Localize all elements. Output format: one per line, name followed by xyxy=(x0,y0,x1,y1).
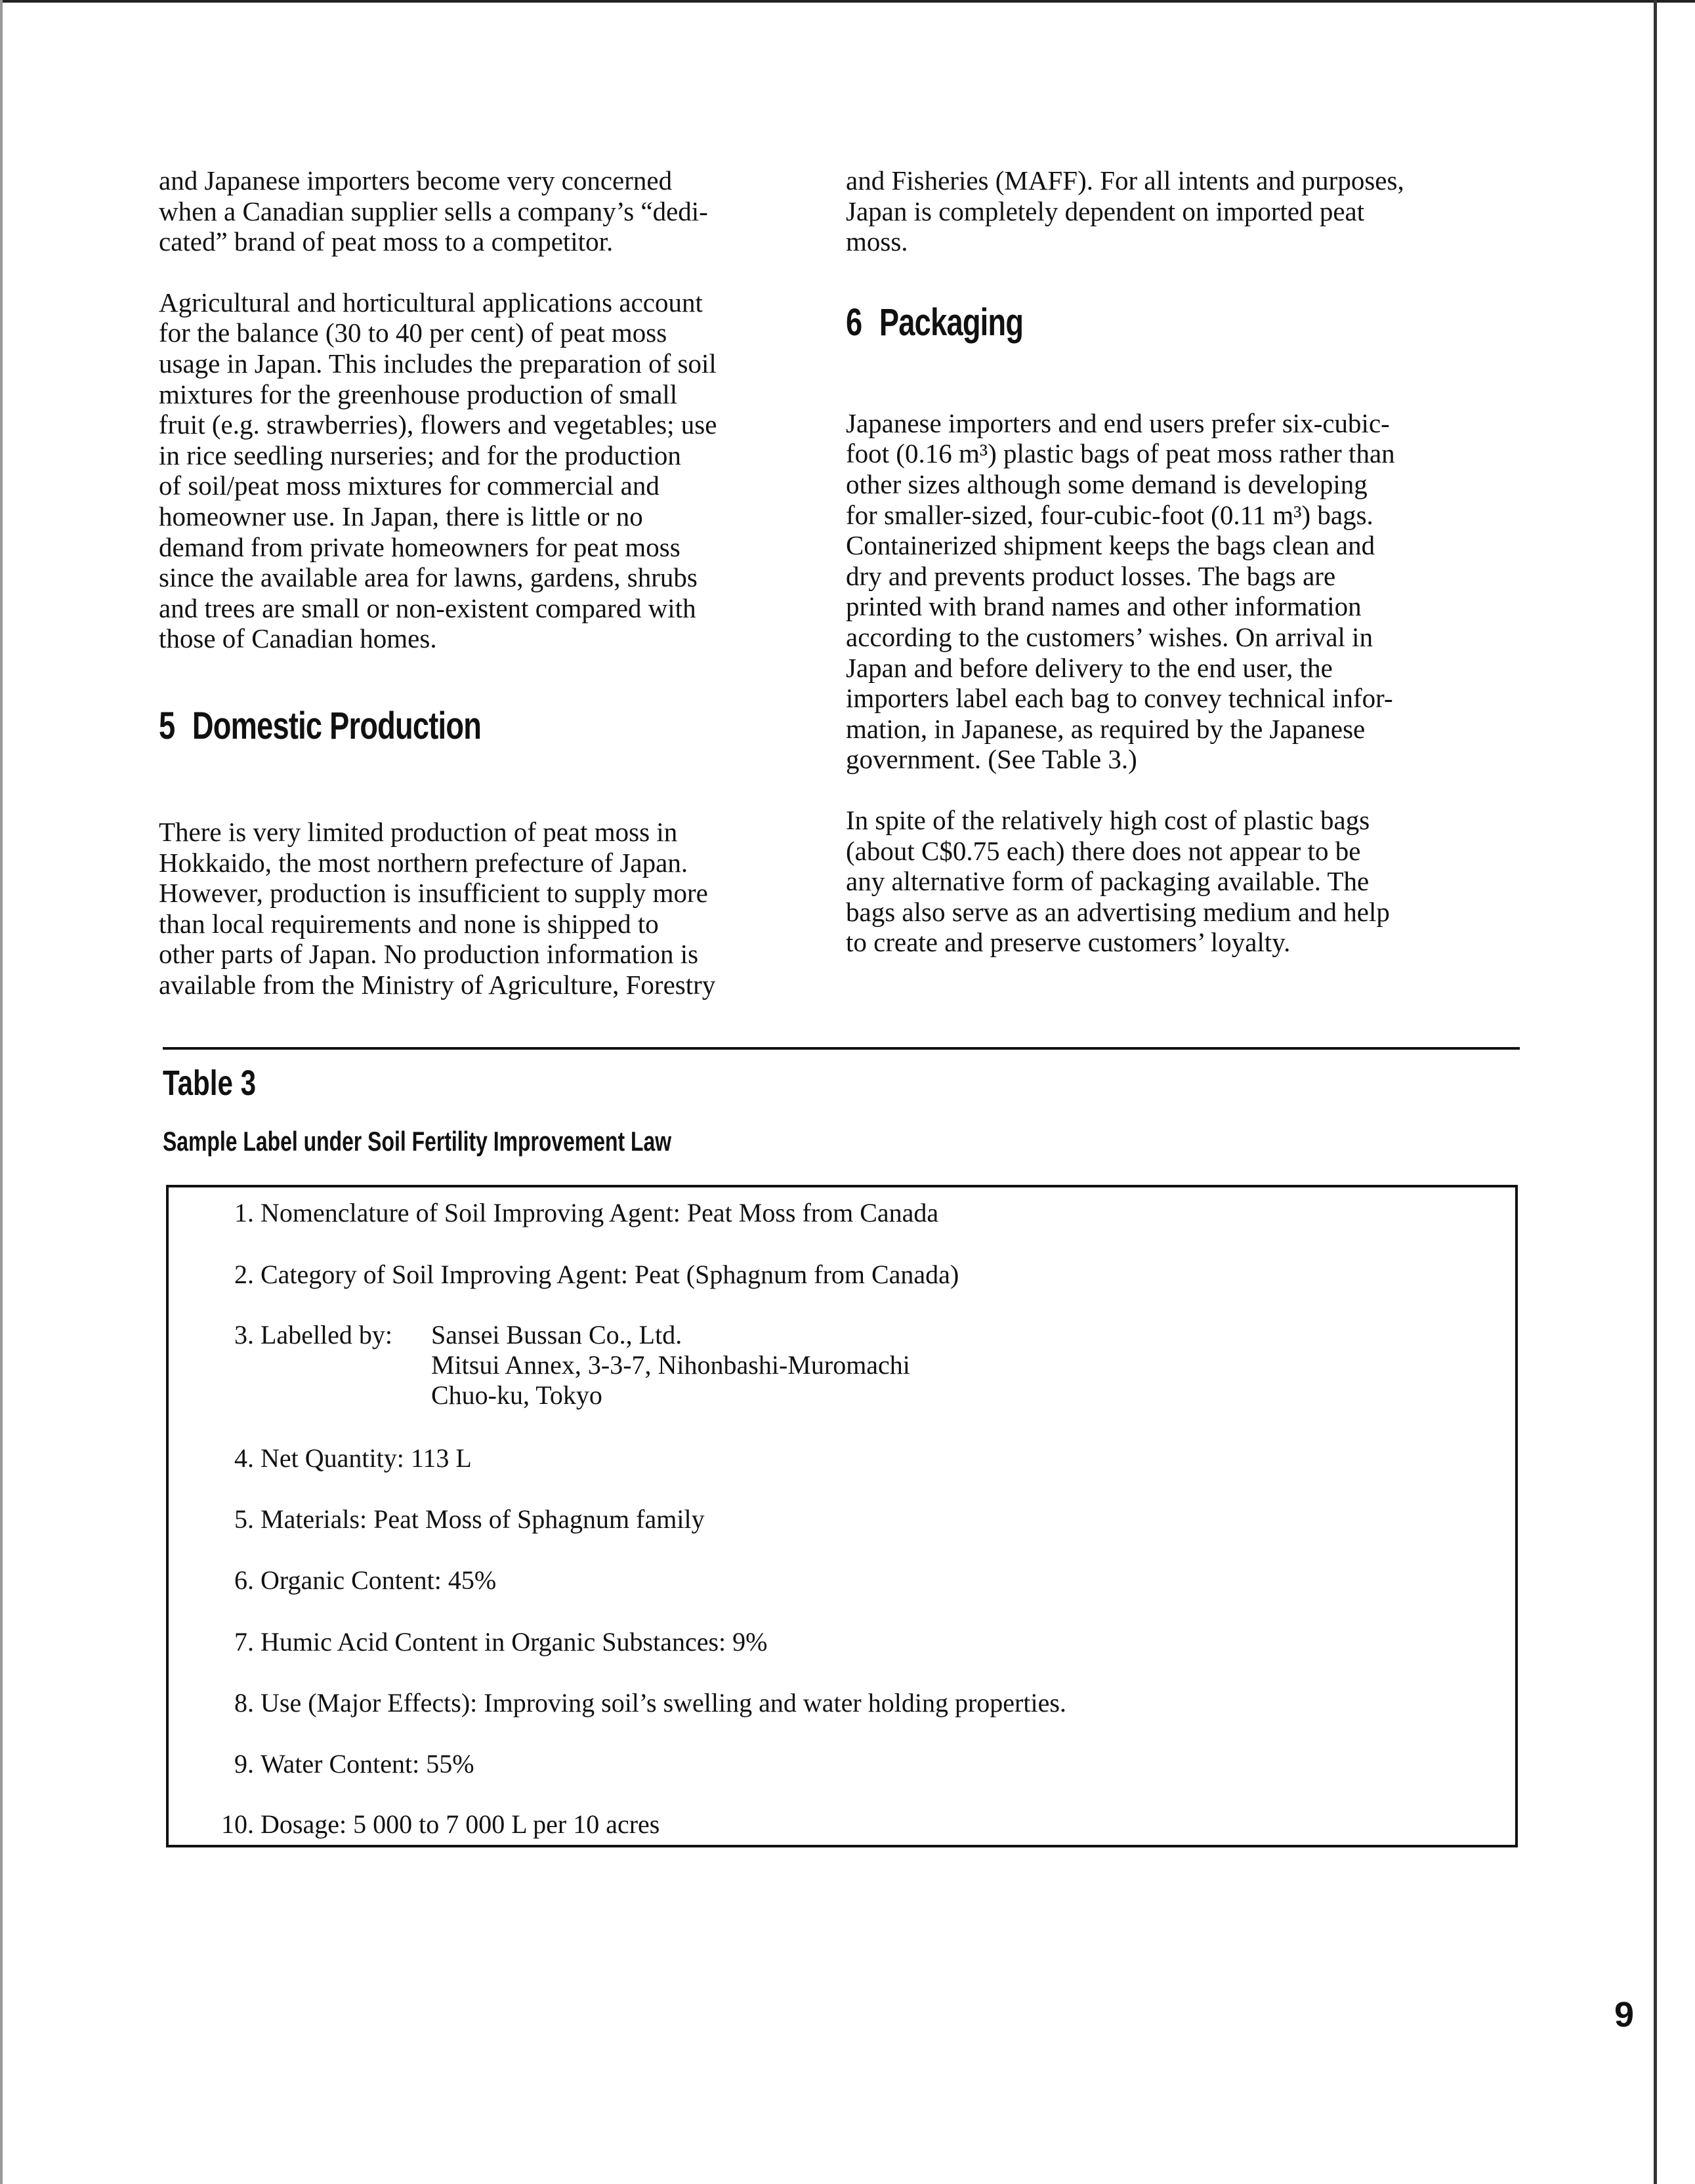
text-line: in rice seedling nurseries; and for the production xyxy=(159,440,681,470)
item-number: 7. xyxy=(234,1627,254,1657)
left-paragraph-2 xyxy=(159,287,815,654)
item-text: Humic Acid Content in Organic Substances: 9% xyxy=(261,1627,768,1657)
label-item-9 xyxy=(201,1749,474,1779)
text-line: foot (0.16 m³) plastic bags of peat moss rather than xyxy=(846,438,1395,469)
label-item-8 xyxy=(201,1688,1066,1718)
scan-edge-right xyxy=(1654,0,1657,2184)
text-line: any alternative form of packaging available. The xyxy=(846,866,1370,897)
text-line: However, production is insufficient to supply more xyxy=(159,878,708,909)
text-line: and trees are small or non-existent compared with xyxy=(159,592,696,623)
scan-edge-left xyxy=(0,0,3,2184)
item-number: 10. xyxy=(221,1809,254,1839)
address-line: Sansei Bussan Co., Ltd. xyxy=(431,1320,682,1350)
item-text: Water Content: 55% xyxy=(261,1749,474,1779)
text-line: to create and preserve customers’ loyalty. xyxy=(846,927,1291,958)
label-item-2 xyxy=(201,1260,959,1290)
text-line: moss. xyxy=(846,226,908,257)
text-line: other parts of Japan. No production information is xyxy=(159,939,699,970)
right-paragraph-1 xyxy=(846,165,1509,257)
text-line: Japanese importers and end users prefer six-cubic- xyxy=(846,407,1390,438)
address-line: Chuo-ku, Tokyo xyxy=(431,1380,602,1410)
label-item-6 xyxy=(201,1565,496,1596)
item-text: Labelled by: xyxy=(261,1320,393,1350)
left-paragraph-3 xyxy=(159,817,815,1000)
text-line: fruit (e.g. strawberries), flowers and vegetables; use xyxy=(159,409,717,440)
section-5-heading xyxy=(159,700,671,752)
text-line: for smaller-sized, four-cubic-foot (0.11 m³) bags. xyxy=(846,499,1373,530)
page-number: 9 xyxy=(1614,1995,1635,2034)
section-title: Domestic Production xyxy=(192,704,482,747)
label-item-5 xyxy=(201,1504,705,1535)
section-number: 6 xyxy=(846,300,862,344)
text-line: than local requirements and none is shipped to xyxy=(159,908,659,939)
item-number: 9. xyxy=(234,1749,254,1779)
text-line: Japan and before delivery to the end user, the xyxy=(846,652,1333,683)
sample-label-box xyxy=(166,1185,1518,1847)
label-item-3 xyxy=(201,1320,392,1350)
text-line: for the balance (30 to 40 per cent) of peat moss xyxy=(159,318,667,348)
table-divider-rule xyxy=(163,1047,1520,1050)
text-line: bags also serve as an advertising medium and help xyxy=(846,896,1390,927)
text-line: those of Canadian homes. xyxy=(159,623,437,654)
text-line: other sizes although some demand is developing xyxy=(846,468,1368,499)
text-line: Containerized shipment keeps the bags clean and xyxy=(846,530,1375,561)
item-text: Dosage: 5 000 to 7 000 L per 10 acres xyxy=(261,1809,660,1839)
text-line: government. (See Table 3.) xyxy=(846,744,1137,775)
address-line: Mitsui Annex, 3-3-7, Nihonbashi-Muromachi xyxy=(431,1350,910,1380)
labeller-address xyxy=(431,1320,910,1411)
table-title: Table 3 xyxy=(163,1063,257,1103)
text-line: and Japanese importers become very concerned xyxy=(159,165,673,196)
text-line: mation, in Japanese, as required by the Japanese xyxy=(846,713,1366,744)
text-line: Hokkaido, the most northern prefecture of Japan. xyxy=(159,847,688,878)
label-item-1 xyxy=(201,1198,938,1228)
item-text: Nomenclature of Soil Improving Agent: Peat Moss from Canada xyxy=(261,1198,939,1227)
item-number: 5. xyxy=(234,1504,254,1534)
text-line: dry and prevents product losses. The bags are xyxy=(846,560,1336,591)
text-line: and Fisheries (MAFF). For all intents and purposes, xyxy=(846,165,1404,196)
left-paragraph-1 xyxy=(159,165,815,257)
section-6-heading xyxy=(846,297,1363,349)
text-line: demand from private homeowners for peat moss xyxy=(159,531,680,562)
right-column xyxy=(846,165,1509,958)
left-column xyxy=(159,165,815,1000)
text-line: of soil/peat moss mixtures for commercial and xyxy=(159,470,659,501)
label-item-7 xyxy=(201,1627,767,1657)
text-line: available from the Ministry of Agriculture, Forestry xyxy=(159,969,716,1000)
item-number: 6. xyxy=(234,1565,254,1595)
text-line: since the available area for lawns, gardens, shrubs xyxy=(159,562,698,593)
item-text: Net Quantity: 113 L xyxy=(261,1443,472,1473)
item-number: 3. xyxy=(234,1320,254,1350)
text-line: cated” brand of peat moss to a competitor. xyxy=(159,226,614,257)
scan-edge-top xyxy=(0,0,1695,3)
section-title: Packaging xyxy=(879,300,1024,344)
right-paragraph-2 xyxy=(846,408,1509,775)
text-line: importers label each bag to convey technical infor- xyxy=(846,683,1393,714)
section-number: 5 xyxy=(159,704,175,747)
item-number: 1. xyxy=(234,1198,254,1227)
text-line: homeowner use. In Japan, there is little or no xyxy=(159,501,643,531)
item-text: Category of Soil Improving Agent: Peat (Sphagnum from Canada) xyxy=(261,1260,959,1289)
label-item-4 xyxy=(201,1443,472,1473)
text-line: In spite of the relatively high cost of plastic bags xyxy=(846,804,1370,835)
text-line: (about C$0.75 each) there does not appear to be xyxy=(846,835,1361,866)
text-line: Agricultural and horticultural applications account xyxy=(159,287,703,318)
table-subtitle: Sample Label under Soil Fertility Improvement Law xyxy=(163,1126,672,1157)
right-paragraph-3 xyxy=(846,805,1509,958)
text-line: usage in Japan. This includes the preparation of soil xyxy=(159,348,717,379)
item-text: Organic Content: 45% xyxy=(261,1565,497,1595)
text-line: Japan is completely dependent on imported peat xyxy=(846,196,1365,226)
item-number: 4. xyxy=(234,1443,254,1473)
item-number: 2. xyxy=(234,1260,254,1289)
text-line: mixtures for the greenhouse production of small xyxy=(159,379,678,409)
text-line: printed with brand names and other information xyxy=(846,591,1362,622)
text-line: according to the customers’ wishes. On arrival in xyxy=(846,621,1373,652)
item-text: Use (Major Effects): Improving soil’s swelling and water holding properties. xyxy=(261,1688,1066,1718)
item-text: Materials: Peat Moss of Sphagnum family xyxy=(261,1504,705,1534)
text-line: There is very limited production of peat moss in xyxy=(159,816,678,847)
text-line: when a Canadian supplier sells a company’s “dedi- xyxy=(159,196,708,226)
label-item-10 xyxy=(201,1809,659,1840)
item-number: 8. xyxy=(234,1688,254,1718)
